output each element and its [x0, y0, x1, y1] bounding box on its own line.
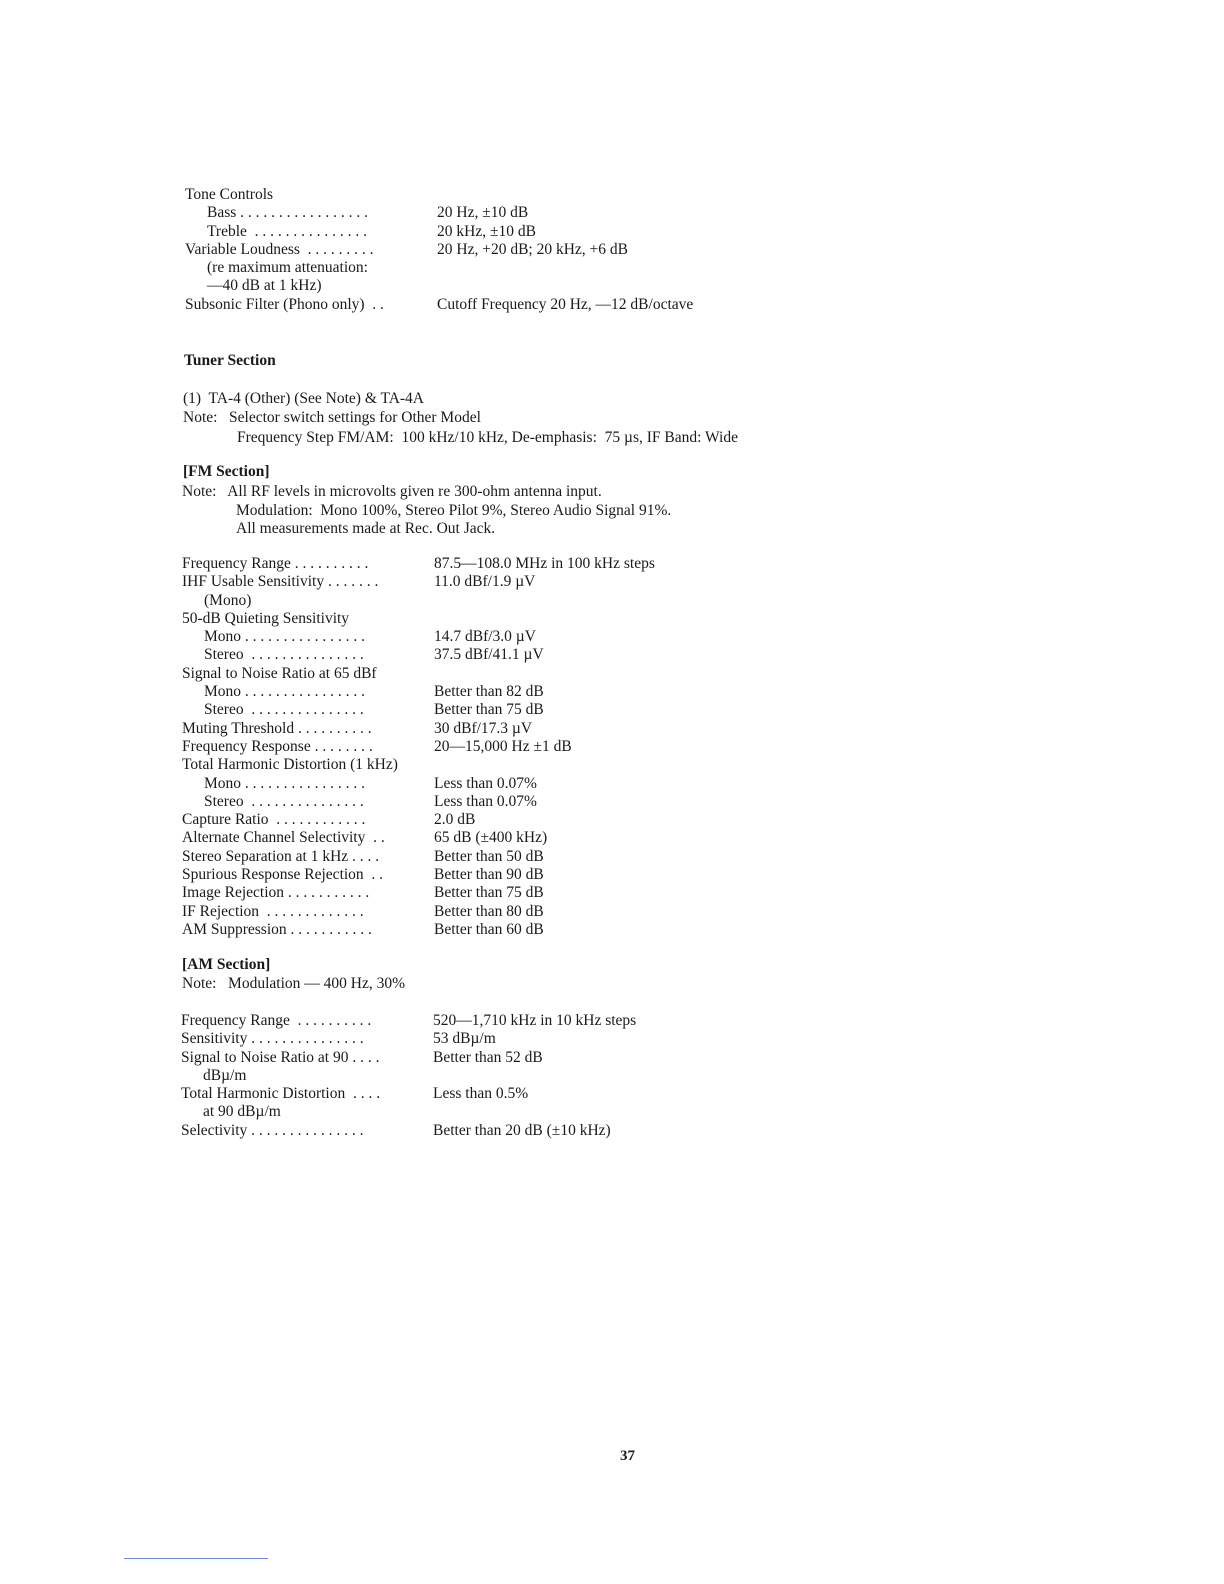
spec-value: Cutoff Frequency 20 Hz, —12 dB/octave	[437, 295, 694, 313]
spec-row	[185, 223, 905, 241]
spec-row	[182, 646, 902, 664]
spec-value: 20 kHz, ±10 dB	[437, 222, 536, 240]
spec-row	[182, 573, 902, 591]
note-line: Note: Selector switch settings for Other Model	[183, 409, 481, 426]
spec-label: Frequency Range . . . . . . . . . .	[182, 555, 369, 572]
spec-value: 2.0 dB	[434, 811, 476, 829]
spec-value: Less than 0.07%	[434, 792, 537, 810]
spec-row	[181, 1049, 901, 1067]
spec-row	[181, 1085, 901, 1103]
spec-label: Mono . . . . . . . . . . . . . . . .	[204, 628, 366, 646]
spec-label: IF Rejection . . . . . . . . . . . . .	[182, 902, 364, 920]
spec-value: Better than 75 dB	[434, 701, 544, 719]
spec-continuation: at 90 dBµ/m	[203, 1103, 281, 1121]
spec-continuation: dBµ/m	[203, 1066, 247, 1084]
spec-label: Stereo . . . . . . . . . . . . . . .	[204, 646, 364, 664]
spec-label: Spurious Response Rejection . .	[182, 866, 384, 884]
spec-group-title: 50-dB Quieting Sensitivity	[182, 609, 350, 627]
spec-value: 20—15,000 Hz ±1 dB	[434, 737, 572, 755]
fm-specs	[182, 555, 902, 939]
spec-label: Stereo Separation at 1 kHz . . . .	[182, 847, 380, 865]
tone-controls-title: Tone Controls	[185, 186, 274, 203]
spec-row	[182, 628, 902, 646]
spec-label: Total Harmonic Distortion . . . .	[181, 1085, 381, 1103]
spec-row	[182, 866, 902, 884]
spec-label: Capture Ratio . . . . . . . . . . . .	[182, 811, 366, 829]
fm-section-heading: [FM Section]	[183, 463, 270, 480]
spec-row	[185, 204, 905, 222]
spec-row	[181, 1030, 901, 1048]
note-line: Note: All RF levels in microvolts given re 300-ohm antenna input.	[182, 483, 602, 500]
spec-value: Better than 60 dB	[434, 920, 544, 938]
spec-row	[182, 884, 902, 902]
spec-value: 37.5 dBf/41.1 µV	[434, 646, 544, 664]
page-number: 37	[620, 1448, 635, 1464]
note-line: Note: Modulation — 400 Hz, 30%	[182, 975, 406, 992]
spec-label: Mono . . . . . . . . . . . . . . . .	[204, 683, 366, 701]
spec-row	[182, 811, 902, 829]
spec-value: 14.7 dBf/3.0 µV	[434, 628, 536, 646]
spec-row	[185, 296, 905, 314]
spec-value: Better than 82 dB	[434, 683, 544, 701]
spec-row	[182, 720, 902, 738]
tone-controls-block	[185, 186, 905, 314]
spec-label: Muting Threshold . . . . . . . . . .	[182, 719, 372, 737]
spec-value: Less than 0.5%	[433, 1085, 529, 1103]
spec-continuation: (re maximum attenuation:	[207, 259, 368, 277]
spec-label: Alternate Channel Selectivity . .	[182, 829, 385, 847]
spec-label: Stereo . . . . . . . . . . . . . . .	[204, 701, 364, 719]
spec-row	[182, 555, 902, 573]
spec-value: 520—1,710 kHz in 10 kHz steps	[433, 1012, 637, 1029]
spec-label: Signal to Noise Ratio at 90 . . . .	[181, 1048, 380, 1066]
spec-row	[185, 241, 905, 259]
spec-row	[182, 829, 902, 847]
am-specs	[181, 1012, 901, 1140]
spec-group-title: Signal to Noise Ratio at 65 dBf	[182, 664, 377, 682]
spec-value: 11.0 dBf/1.9 µV	[434, 573, 536, 591]
spec-value: Better than 50 dB	[434, 847, 544, 865]
spec-label: Frequency Response . . . . . . . .	[182, 737, 373, 755]
spec-label: Mono . . . . . . . . . . . . . . . .	[204, 774, 366, 792]
spec-row	[181, 1122, 901, 1140]
spec-value: 87.5—108.0 MHz in 100 kHz steps	[434, 555, 655, 572]
spec-value: 20 Hz, +20 dB; 20 kHz, +6 dB	[437, 240, 628, 258]
spec-label: AM Suppression . . . . . . . . . . .	[182, 920, 372, 938]
spec-row	[182, 775, 902, 793]
spec-row	[182, 903, 902, 921]
spec-continuation: (Mono)	[204, 591, 252, 609]
spec-value: Less than 0.07%	[434, 774, 537, 792]
spec-row	[181, 1012, 901, 1030]
tuner-section-heading: Tuner Section	[184, 352, 276, 369]
spec-value: Better than 75 dB	[434, 884, 544, 902]
spec-row	[182, 921, 902, 939]
model-line: (1) TA-4 (Other) (See Note) & TA-4A	[183, 390, 424, 407]
spec-label: Image Rejection . . . . . . . . . . .	[182, 884, 370, 902]
spec-value: 30 dBf/17.3 µV	[434, 719, 533, 737]
spec-value: Better than 20 dB (±10 kHz)	[433, 1121, 611, 1139]
spec-label: Variable Loudness . . . . . . . . .	[185, 240, 374, 258]
am-section-heading: [AM Section]	[182, 956, 271, 973]
note-line: Modulation: Mono 100%, Stereo Pilot 9%, Stereo Audio Signal 91%.	[236, 502, 672, 519]
spec-value: 20 Hz, ±10 dB	[437, 204, 529, 222]
spec-value: Better than 90 dB	[434, 866, 544, 884]
spec-row	[182, 701, 902, 719]
spec-label: Stereo . . . . . . . . . . . . . . .	[204, 792, 364, 810]
spec-label: Sensitivity . . . . . . . . . . . . . . .	[181, 1030, 364, 1048]
spec-group-title: Total Harmonic Distortion (1 kHz)	[182, 756, 398, 774]
footer-rule	[124, 1558, 268, 1559]
note-line: Frequency Step FM/AM: 100 kHz/10 kHz, De-emphasis: 75 µs, IF Band: Wide	[237, 429, 738, 446]
spec-row	[182, 793, 902, 811]
spec-continuation: —40 dB at 1 kHz)	[207, 277, 322, 295]
spec-label: IHF Usable Sensitivity . . . . . . .	[182, 573, 379, 591]
spec-value: Better than 52 dB	[433, 1048, 543, 1066]
spec-label: Selectivity . . . . . . . . . . . . . . .	[181, 1121, 364, 1139]
spec-value: 65 dB (±400 kHz)	[434, 829, 548, 847]
spec-value: 53 dBµ/m	[433, 1030, 496, 1048]
spec-row	[182, 848, 902, 866]
spec-row	[182, 738, 902, 756]
spec-row	[182, 683, 902, 701]
spec-label: Frequency Range . . . . . . . . . .	[181, 1012, 372, 1029]
spec-label: Bass . . . . . . . . . . . . . . . . .	[207, 204, 369, 222]
note-line: All measurements made at Rec. Out Jack.	[236, 520, 496, 537]
spec-label: Treble . . . . . . . . . . . . . . .	[207, 222, 368, 240]
spec-label: Subsonic Filter (Phono only) . .	[185, 295, 384, 313]
spec-value: Better than 80 dB	[434, 902, 544, 920]
